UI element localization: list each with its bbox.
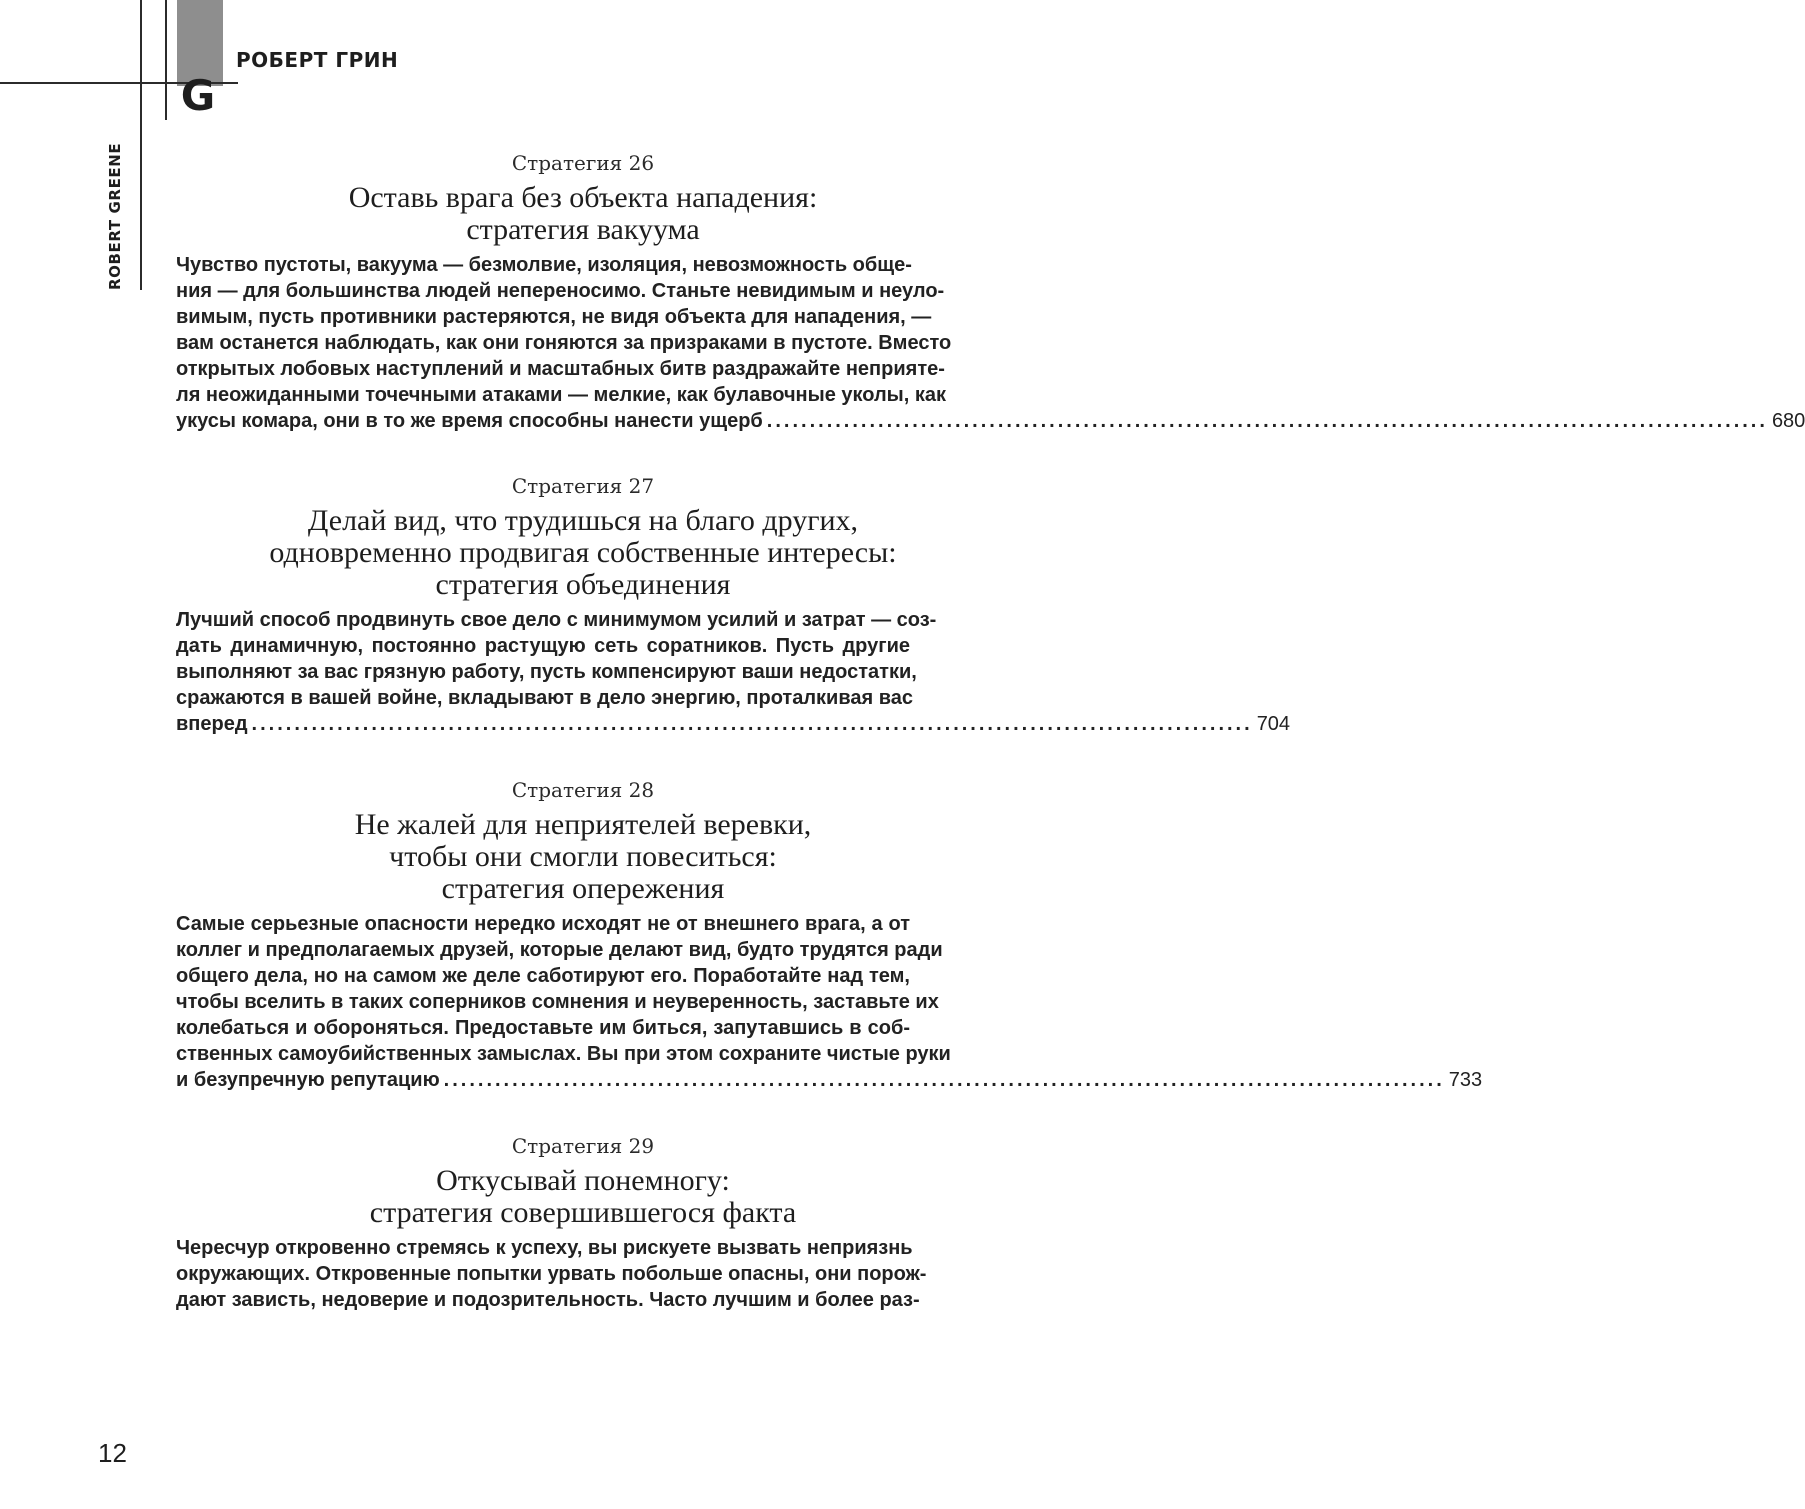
strategy-title <box>256 809 910 905</box>
toc-entry-line <box>176 408 1805 434</box>
body-line: Чувство пустоты, вакуума — безмолвие, изоляция, невозможность обще- <box>176 254 912 276</box>
title-line: Откусывай понемногу: <box>436 1164 730 1197</box>
strategy-number: Стратегия 28 <box>511 778 655 802</box>
strategy-26 <box>176 150 1805 434</box>
body-line: ственных самоубийственных замыслах. Вы при этом сохраните чистые руки <box>176 1043 951 1065</box>
body-line: вимым, пусть противники растеряются, не видя объекта для нападения, — <box>176 306 932 328</box>
strategy-27 <box>176 473 1291 737</box>
leader-dots: ..................................................................................................................... <box>251 713 1253 735</box>
body-line: сражаются в вашей войне, вкладывают в дело энергию, проталкивая вас <box>176 687 913 709</box>
body-line: открытых лобовых наступлений и масштабных битв раздражайте неприяте- <box>176 358 945 380</box>
body-line: и безупречную репутацию <box>176 1069 440 1091</box>
title-line: чтобы они смогли повеситься: <box>389 840 777 873</box>
strategy-title <box>256 1165 910 1229</box>
header-rule-vertical <box>140 0 142 290</box>
body-line: коллег и предполагаемых друзей, которые делают вид, будто трудятся ради <box>176 939 943 961</box>
body-line: колебаться и обороняться. Предоставьте им биться, запутавшись в соб- <box>176 1017 910 1039</box>
body-line: общего дела, но на самом же деле саботируют его. Поработайте над тем, <box>176 965 910 987</box>
strategy-description <box>176 911 1483 1093</box>
title-line: Не жалей для неприятелей веревки, <box>354 808 812 841</box>
logo-letter: G <box>180 71 216 120</box>
body-line: вам останется наблюдать, как они гоняются за призраками в пустоте. Вместо <box>176 332 952 354</box>
body-line: выполняют за вас грязную работу, пусть компенсируют ваши недостатки, <box>176 661 917 683</box>
title-line: стратегия вакуума <box>466 213 700 246</box>
strategy-title <box>256 505 910 601</box>
title-line: стратегия совершившегося факта <box>369 1196 797 1229</box>
strategy-28 <box>176 777 1483 1093</box>
page-number: 12 <box>98 1438 127 1468</box>
running-header-title: РОБЕРТ ГРИН <box>236 48 399 72</box>
strategy-description <box>176 252 1805 434</box>
body-line: чтобы вселить в таких соперников сомнения и неуверенность, заставьте их <box>176 991 939 1013</box>
strategy-title <box>256 182 910 246</box>
leader-dots: ..................................................................................................................... <box>766 410 1768 432</box>
title-line: стратегия опережения <box>441 872 725 905</box>
body-line: дают зависть, недоверие и подозрительность. Часто лучшим и более раз- <box>176 1289 920 1311</box>
title-line: одновременно продвигая собственные интересы: <box>269 536 897 569</box>
strategy-description <box>176 607 1291 737</box>
header-rule-vertical-short <box>165 0 167 120</box>
body-line: ля неожиданными точечными атаками — мелкие, как булавочные уколы, как <box>176 384 947 406</box>
body-line: окружающих. Откровенные попытки урвать побольше опасны, они порож- <box>176 1263 927 1285</box>
running-side-text: ROBERT GREENE <box>106 142 124 290</box>
leader-dots: ..................................................................................................................... <box>443 1069 1445 1091</box>
title-line: Делай вид, что трудишься на благо других, <box>307 504 859 537</box>
strategy-number: Стратегия 27 <box>511 474 655 498</box>
page-reference: 733 <box>1448 1069 1483 1091</box>
toc-entry-line <box>176 711 1291 737</box>
title-line: стратегия объединения <box>435 568 731 601</box>
title-line: Оставь врага без объекта нападения: <box>348 181 818 214</box>
body-line: Чересчур откровенно стремясь к успеху, вы рискуете вызвать неприязнь <box>176 1237 913 1259</box>
strategy-number: Стратегия 29 <box>511 1134 655 1158</box>
toc-entry-line <box>176 1067 1483 1093</box>
body-line: Лучший способ продвинуть свое дело с минимумом усилий и затрат — соз- <box>176 609 937 631</box>
body-line: Самые серьезные опасности нередко исходят не от внешнего врага, а от <box>176 913 910 935</box>
strategy-29 <box>176 1133 927 1313</box>
strategy-number: Стратегия 26 <box>511 151 655 175</box>
body-line: укусы комара, они в то же время способны нанести ущерб <box>176 410 763 432</box>
body-line: вперед <box>176 713 248 735</box>
strategy-description <box>176 1235 927 1313</box>
body-line: дать динамичную, постоянно растущую сеть соратников. Пусть другие <box>176 635 910 657</box>
body-line: ния — для большинства людей непереносимо. Станьте невидимым и неуло- <box>176 280 945 302</box>
page-reference: 704 <box>1256 713 1291 735</box>
page-reference: 680 <box>1771 410 1805 432</box>
